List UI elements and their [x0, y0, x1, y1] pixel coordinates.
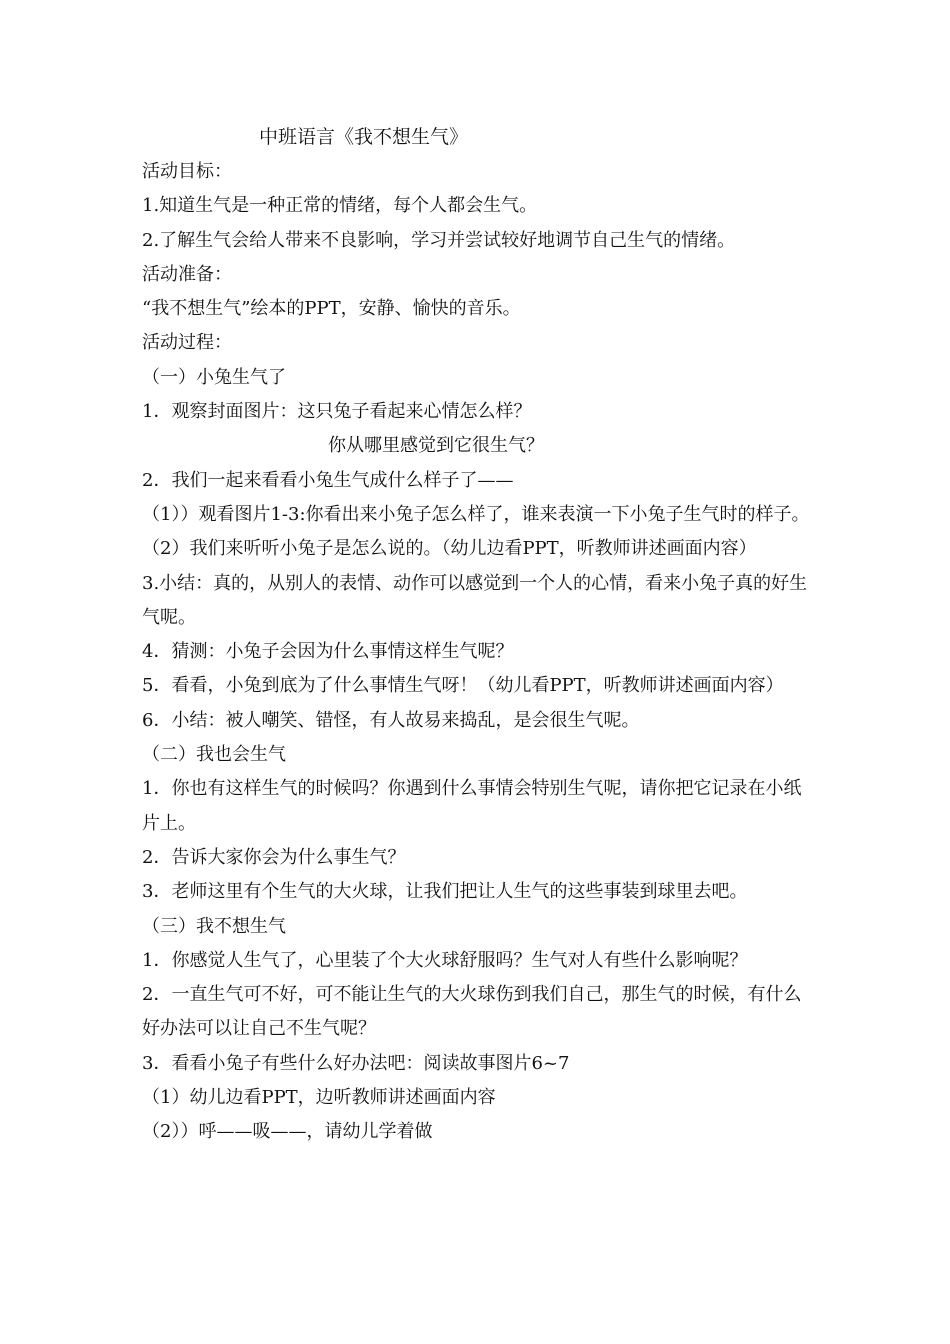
subsection-heading-3: （三）我不想生气 [142, 915, 286, 937]
process-item: 4．猜测：小兔子会因为什么事情这样生气呢？ [142, 641, 514, 663]
process-item: 5．看看，小兔到底为了什么事情生气呀！（幼儿看PPT，听教师讲述画面内容） [142, 675, 784, 697]
process-item: 3．老师这里有个生气的大火球，让我们把让人生气的这些事装到球里去吧。 [142, 881, 748, 903]
preparation-text: “我不想生气”绘本的PPT，安静、愉快的音乐。 [142, 298, 521, 320]
section-heading-preparation: 活动准备： [142, 263, 232, 285]
process-item: （1）幼儿边看PPT，边听教师讲述画面内容 [142, 1087, 496, 1109]
process-item: 1．观察封面图片：这只兔子看起来心情怎么样？ [142, 401, 532, 423]
section-heading-goals: 活动目标： [142, 161, 232, 182]
process-item: 6．小结：被人嘲笑、错怪，有人故易来捣乱，是会很生气呢。 [142, 709, 640, 731]
document-body [142, 155, 814, 1150]
process-item: 2．一直生气可不好，可不能让生气的大火球伤到我们自己，那生气的时候，有什么好办法可以让自己不生气呢？ [142, 984, 802, 1040]
goal-item-2: 2.了解生气会给人带来不良影响，学习并尝试较好地调节自己生气的情绪。 [142, 229, 736, 251]
section-heading-process: 活动过程： [142, 332, 232, 354]
process-item: 1．你也有这样生气的时候吗？你遇到什么事情会特别生气呢，请你把它记录在小纸片上。 [142, 778, 802, 834]
process-item: （2））呼——吸——，请幼儿学着做 [142, 1121, 433, 1143]
subsection-heading-1: （一）小兔生气了 [142, 366, 286, 388]
process-item: 2．我们一起来看看小兔生气成什么样子了—— [142, 469, 514, 491]
process-item: （1））观看图片1-3:你看出来小兔子怎么样了，谁来表演一下小兔子生气时的样子。 [142, 503, 810, 525]
process-item: 2．告诉大家你会为什么事生气？ [142, 846, 406, 868]
subsection-heading-2: （二）我也会生气 [142, 744, 286, 766]
process-item: 3.小结：真的，从别人的表情、动作可以感觉到一个人的心情，看来小兔子真的好生气呢。 [142, 572, 808, 628]
goal-item-1: 1.知道生气是一种正常的情绪，每个人都会生气。 [142, 195, 538, 217]
process-item: 1．你感觉人生气了，心里装了个大火球舒服吗？生气对人有些什么影响呢？ [142, 949, 748, 971]
process-item-continuation: 你从哪里感觉到它很生气？ [328, 435, 544, 457]
document-title: 中班语言《我不想生气》 [259, 126, 469, 148]
process-item: 3．看看小兔子有些什么好办法吧：阅读故事图片6~7 [142, 1052, 570, 1074]
process-item: （2）我们来听听小兔子是怎么说的。（幼儿边看PPT，听教师讲述画面内容） [142, 538, 757, 560]
